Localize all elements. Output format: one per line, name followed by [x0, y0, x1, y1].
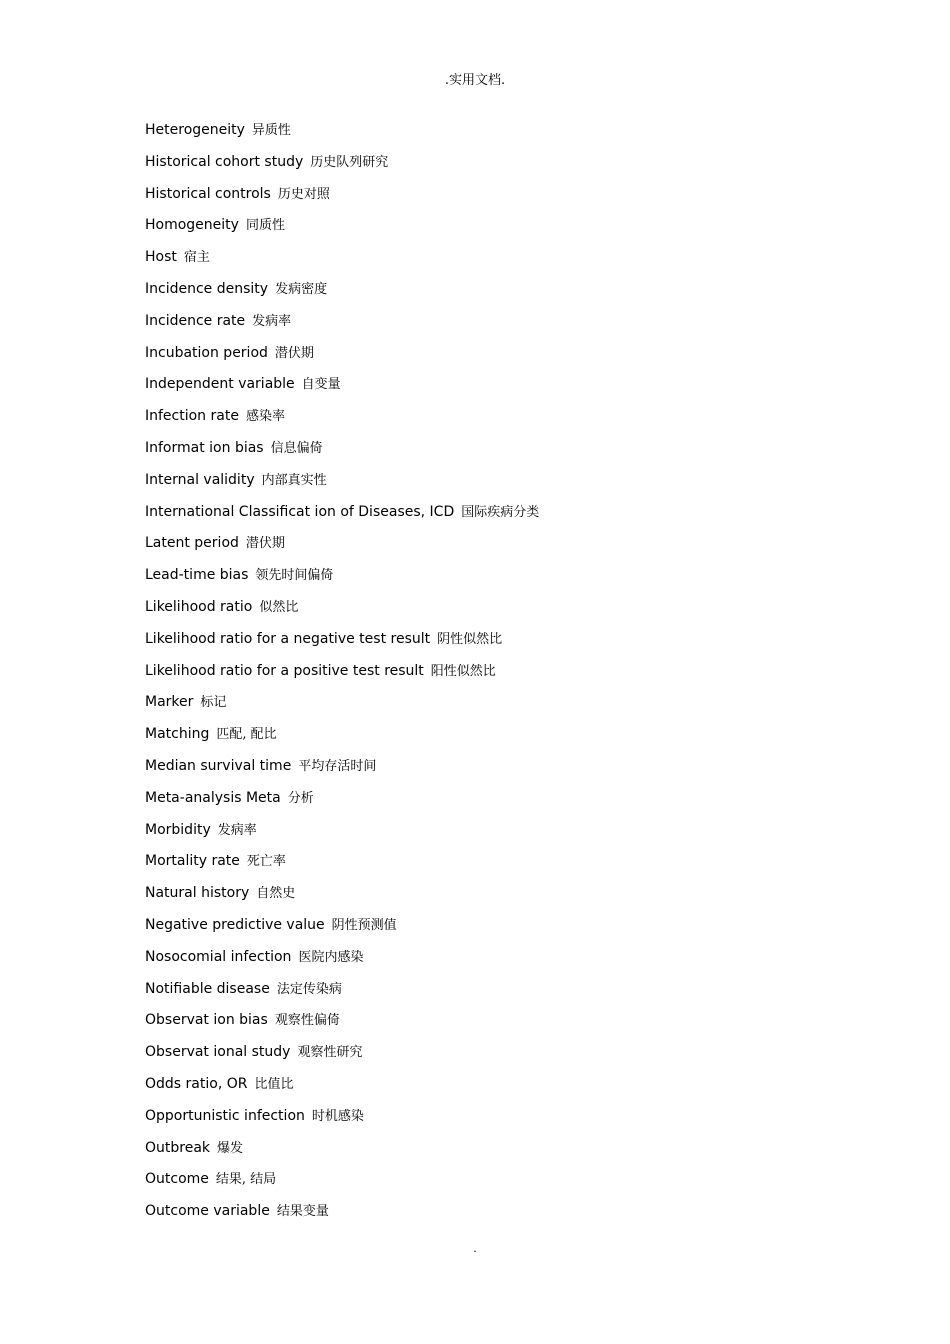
glossary-entry	[145, 820, 539, 852]
glossary-translation: 时机感染	[311, 1108, 364, 1124]
glossary-entry	[145, 533, 539, 565]
glossary-entry	[145, 979, 539, 1011]
glossary-translation: 死亡率	[246, 854, 286, 870]
glossary-entry	[145, 1010, 539, 1042]
glossary-term: Median survival time	[145, 757, 292, 774]
glossary-translation: 自变量	[301, 377, 341, 393]
glossary-entry	[145, 692, 539, 724]
glossary-entry	[145, 470, 539, 502]
glossary-term: International Classificat ion of Diseases, ICD	[145, 503, 455, 520]
glossary-term: Mortality rate	[145, 853, 240, 870]
glossary-translation: 标记	[200, 695, 227, 711]
glossary-term: Informat ion bias	[145, 439, 264, 456]
glossary-translation: 似然比	[259, 599, 299, 615]
glossary-term: Lead-time bias	[145, 567, 249, 584]
glossary-term: Homogeneity	[145, 217, 239, 234]
glossary-translation: 匹配, 配比	[216, 727, 277, 743]
glossary-term: Incidence density	[145, 280, 269, 297]
glossary-translation: 异质性	[251, 123, 291, 138]
glossary-entry	[145, 247, 539, 279]
glossary-term: Outcome	[145, 1171, 209, 1188]
glossary-term: Host	[145, 249, 177, 266]
glossary-translation: 比值比	[254, 1076, 294, 1092]
glossary-entry	[145, 629, 539, 661]
glossary-term: Opportunistic infection	[145, 1107, 305, 1124]
glossary-term: Independent variable	[145, 376, 295, 393]
glossary-entry	[145, 915, 539, 947]
glossary-term: Marker	[145, 694, 194, 711]
glossary-translation: 阴性似然比	[437, 631, 503, 647]
glossary-translation: 潜伏期	[274, 345, 314, 361]
glossary-term: Observat ion bias	[145, 1012, 268, 1029]
glossary-entry	[145, 374, 539, 406]
glossary-term: Observat ional study	[145, 1044, 291, 1061]
glossary-term: Morbidity	[145, 821, 211, 838]
glossary-entry	[145, 215, 539, 247]
glossary-term: Negative predictive value	[145, 916, 325, 933]
glossary-entry	[145, 1201, 539, 1233]
glossary-term: Notifiable disease	[145, 980, 270, 997]
glossary-entry	[145, 311, 539, 343]
glossary-entry	[145, 152, 539, 184]
glossary-term: Historical cohort study	[145, 153, 304, 170]
glossary-entry	[145, 597, 539, 629]
page-footer: .	[473, 1242, 477, 1255]
glossary-translation: 结果变量	[276, 1204, 329, 1220]
glossary-term: Outbreak	[145, 1139, 211, 1156]
glossary-entry	[145, 438, 539, 470]
glossary-term: Infection rate	[145, 408, 239, 425]
glossary-entry	[145, 947, 539, 979]
glossary-entry	[145, 1169, 539, 1201]
glossary-translation: 内部真实性	[261, 472, 327, 488]
glossary-term: Matching	[145, 726, 210, 743]
glossary-term: Latent period	[145, 535, 239, 552]
glossary-entry	[145, 756, 539, 788]
glossary-term: Incubation period	[145, 344, 268, 361]
glossary-term: Heterogeneity	[145, 122, 245, 138]
glossary-term: Odds ratio, OR	[145, 1075, 248, 1092]
glossary-entry	[145, 851, 539, 883]
glossary-entry	[145, 1074, 539, 1106]
glossary-translation: 潜伏期	[245, 536, 285, 552]
glossary-translation: 同质性	[245, 218, 285, 234]
glossary-translation: 发病率	[252, 313, 292, 329]
glossary-entry	[145, 120, 539, 152]
glossary-translation: 感染率	[245, 409, 285, 425]
glossary-entry	[145, 724, 539, 756]
glossary-entry	[145, 184, 539, 216]
glossary-entry	[145, 343, 539, 375]
glossary-translation: 爆发	[217, 1140, 244, 1156]
glossary-translation: 分析	[287, 790, 314, 806]
glossary-translation: 平均存活时间	[298, 758, 377, 774]
glossary-translation: 历史队列研究	[310, 154, 389, 170]
glossary-entry	[145, 661, 539, 693]
glossary-translation: 领先时间偏倚	[255, 568, 334, 584]
glossary-term: Likelihood ratio	[145, 598, 253, 615]
glossary-translation: 自然史	[256, 886, 296, 902]
glossary-translation: 历史对照	[277, 186, 330, 202]
glossary-entry	[145, 279, 539, 311]
glossary-entry	[145, 883, 539, 915]
glossary-term: Outcome variable	[145, 1203, 270, 1220]
glossary-term: Likelihood ratio for a negative test result	[145, 630, 431, 647]
glossary-translation: 阴性预测值	[331, 917, 397, 933]
glossary-translation: 医院内感染	[298, 949, 364, 965]
glossary-entry	[145, 1138, 539, 1170]
glossary-translation: 宿主	[183, 250, 210, 266]
glossary-entry	[145, 406, 539, 438]
glossary-entry	[145, 788, 539, 820]
glossary-term: Historical controls	[145, 185, 271, 202]
glossary-translation: 发病密度	[275, 281, 328, 297]
glossary-term: Internal validity	[145, 471, 255, 488]
glossary-translation: 结果, 结局	[215, 1172, 277, 1188]
glossary-entry	[145, 502, 539, 534]
page-header: .实用文档.	[444, 73, 506, 88]
glossary-entry	[145, 565, 539, 597]
glossary-entry	[145, 1042, 539, 1074]
glossary-translation: 法定传染病	[276, 981, 342, 997]
glossary-entry	[145, 1106, 539, 1138]
glossary-translation: 国际疾病分类	[461, 504, 540, 520]
glossary-translation: 信息偏倚	[270, 440, 323, 456]
glossary-term: Natural history	[145, 885, 250, 902]
glossary-term: Meta-analysis Meta	[145, 789, 281, 806]
glossary-term: Incidence rate	[145, 312, 246, 329]
glossary-term: Nosocomial infection	[145, 948, 292, 965]
glossary-translation: 观察性研究	[297, 1045, 363, 1061]
glossary-translation: 阳性似然比	[430, 663, 496, 679]
glossary-term: Likelihood ratio for a positive test result	[145, 662, 424, 679]
glossary-translation: 观察性偏倚	[274, 1013, 340, 1029]
glossary-list	[145, 120, 539, 1233]
glossary-translation: 发病率	[217, 822, 257, 838]
